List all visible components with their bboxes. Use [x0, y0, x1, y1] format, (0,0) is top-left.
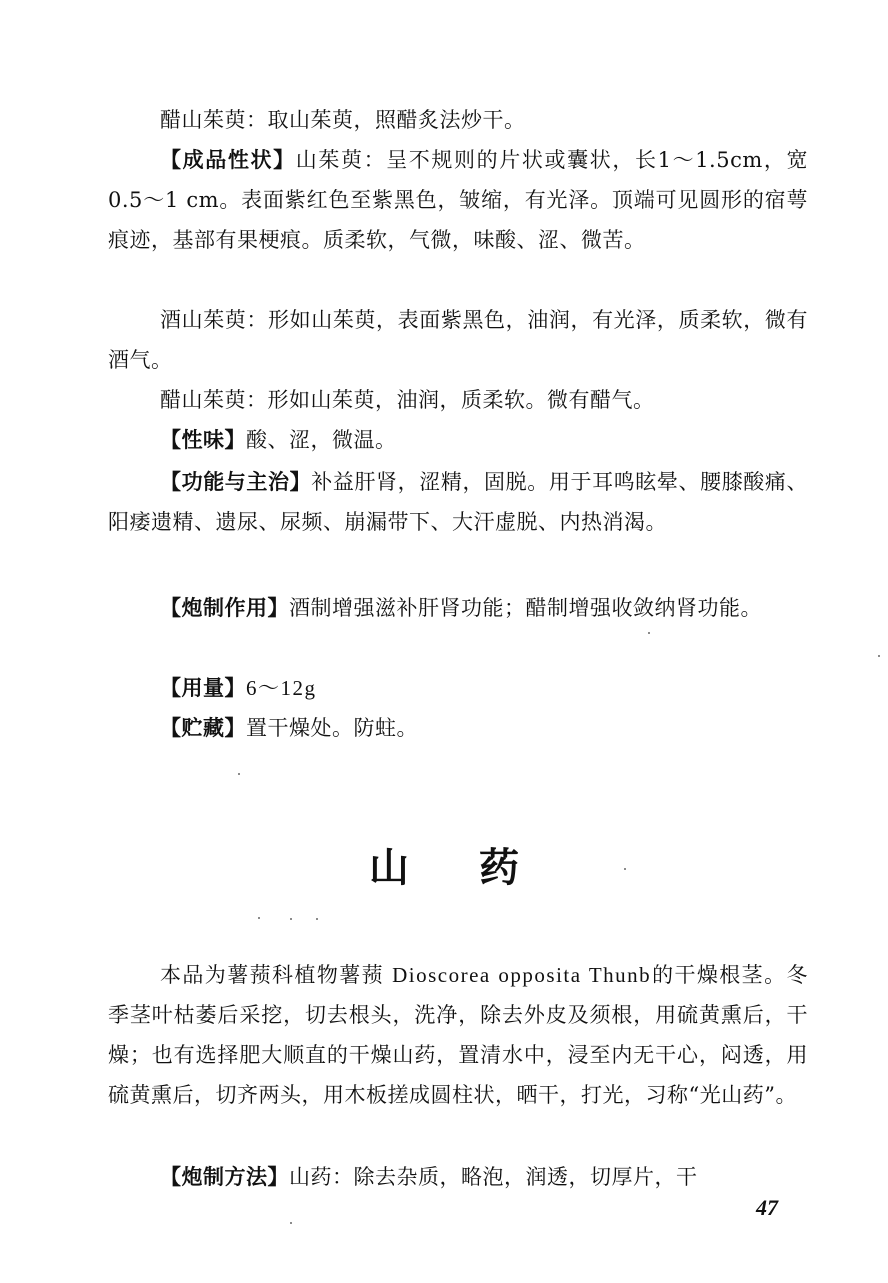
scan-speck	[316, 918, 318, 920]
section-intro-paragraph	[108, 955, 808, 1115]
processing-method-paragraph	[108, 1157, 808, 1197]
scan-speck	[238, 773, 240, 775]
function-label: 【功能与主治】	[160, 470, 312, 494]
dosage-label: 【用量】	[160, 676, 246, 700]
latin-species-name: Dioscorea opposita Thunb	[392, 963, 652, 987]
page-number: 47	[756, 1195, 778, 1220]
processing-method-text: 山药：除去杂质，略泡，润透，切厚片，干	[289, 1165, 698, 1189]
scan-speck	[878, 655, 880, 657]
wine-traits-paragraph	[108, 300, 808, 380]
storage-text: 置干燥处。防蛀。	[246, 716, 418, 740]
processing-effect-label: 【炮制作用】	[160, 596, 289, 620]
function-paragraph	[108, 462, 808, 542]
vinegar-preparation-text: 醋山茱萸：取山茱萸，照醋炙法炒干。	[160, 108, 526, 132]
vinegar-preparation-paragraph	[108, 100, 808, 140]
function-text: 补益肝肾，涩精，固脱。用于耳鸣眩晕、腰膝酸痛、阳痿遗精、遗尿、尿频、崩漏带下、大汗虚脱、内热消渴。	[108, 470, 809, 534]
scan-speck	[290, 1222, 292, 1224]
vinegar-traits-text: 醋山茱萸：形如山茱萸，油润，质柔软。微有醋气。	[160, 388, 655, 412]
wine-traits-text: 酒山茱萸：形如山茱萸，表面紫黑色，油润，有光泽，质柔软，微有酒气。	[108, 308, 808, 372]
section-title: 山药	[369, 845, 589, 891]
vinegar-traits-paragraph	[108, 380, 808, 420]
processing-effect-paragraph	[108, 588, 808, 628]
processing-method-label: 【炮制方法】	[160, 1165, 289, 1189]
product-traits-text: 山茱萸：呈不规则的片状或囊状，长1～1.5cm，宽0.5～1 cm。表面紫红色至紫黑色，皱缩，有光泽。顶端可见圆形的宿萼痕迹，基部有果梗痕。质柔软，气微，味酸、涩、微苦。	[108, 148, 809, 252]
product-traits-label: 【成品性状】	[160, 148, 296, 172]
taste-text: 酸、涩，微温。	[246, 428, 397, 452]
dosage-text: 6～12g	[246, 676, 317, 700]
scan-speck	[648, 632, 650, 634]
product-traits-paragraph	[108, 140, 808, 260]
storage-paragraph	[108, 708, 808, 748]
scan-speck	[290, 918, 292, 920]
scan-speck	[258, 917, 260, 919]
taste-paragraph	[108, 420, 808, 460]
intro-after-latin: 的干燥根茎。冬季茎叶枯萎后采挖，切去根头，洗净，除去外皮及须根，用硫黄熏后，干燥；也有选择肥大顺直的干燥山药，置清水中，浸至内无干心，闷透，用硫黄熏后，切齐两头，用木板搓成圆柱状，晒干，打光，习称“光山药”。	[108, 963, 808, 1107]
taste-label: 【性味】	[160, 428, 246, 452]
scan-speck	[624, 868, 626, 870]
storage-label: 【贮藏】	[160, 716, 246, 740]
intro-before-latin: 本品为薯蓣科植物薯蓣	[160, 963, 385, 987]
dosage-paragraph	[108, 668, 808, 708]
processing-effect-text: 酒制增强滋补肝肾功能；醋制增强收敛纳肾功能。	[289, 596, 762, 620]
